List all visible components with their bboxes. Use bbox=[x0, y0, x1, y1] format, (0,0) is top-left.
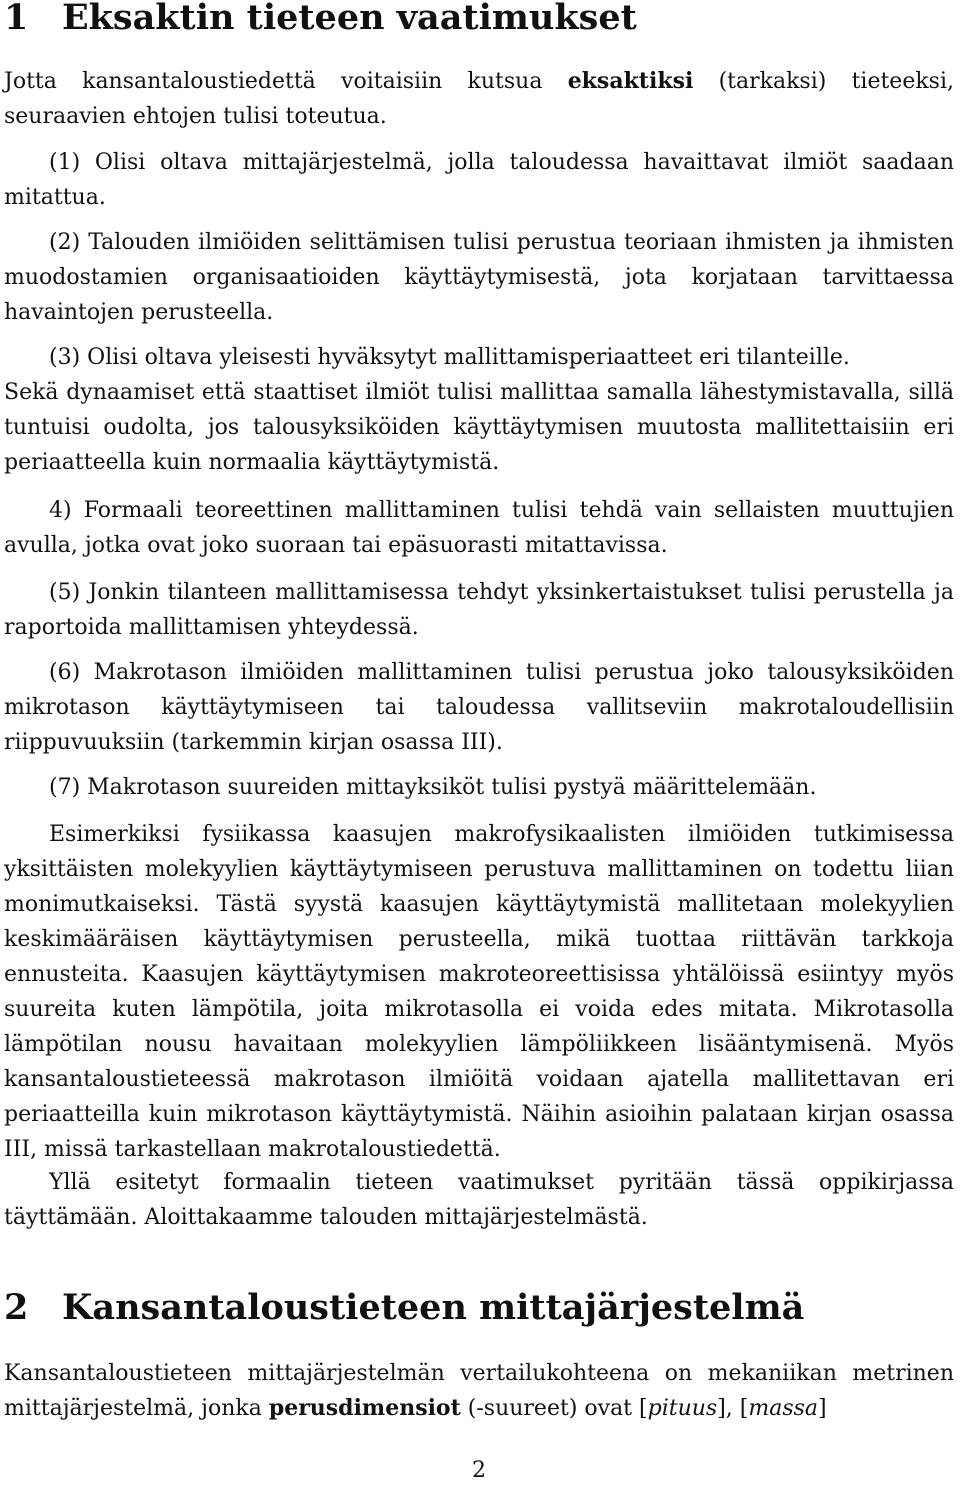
page-number: 2 bbox=[472, 1458, 486, 1483]
requirement-4: 4) Formaali teoreettinen mallittaminen tulisi tehdä vain sellaisten muuttujien avulla, jotka ovat joko suoraan tai epäsuorasti mitattavissa. bbox=[4, 498, 954, 558]
section-2-heading bbox=[4, 1287, 805, 1328]
section-2-title: Kansantaloustieteen mittajärjestelmä bbox=[62, 1287, 805, 1328]
physics-example-paragraph: Esimerkiksi fysiikassa kaasujen makrofysikaalisten ilmiöiden tutkimisessa yksittäisten molekyylien käyttäytymiseen perustuva mallittaminen on todettu liian monimutkaiseksi. Tästä syystä kaasujen käyttäytymistä mallitetaan molekyylien keskimääräisen käyttäytymisen perusteella, mikä tuottaa riittävän tarkkoja ennusteita. Kaasujen käyttäytymisen makroteoreettisissa yhtälöissä esiintyy myös suureita kuten lämpötila, joita mikrotasolla ei voida edes mitata. Mikrotasolla lämpötilan nousu havaitaan molekyylien lämpöliikkeen lisääntymisenä. Myös kansantaloustieteessä makrotason ilmiöitä voidaan ajatella mallitettavan eri periaatteilla kuin mikrotason käyttäytymistä. Näihin asioihin palataan kirjan osassa III, missä tarkastellaan makrotaloustiedettä. bbox=[4, 822, 954, 1162]
requirement-7: (7) Makrotason suureiden mittayksiköt tulisi pystyä määrittelemään. bbox=[49, 775, 817, 800]
requirement-3: (3) Olisi oltava yleisesti hyväksytyt mallittamisperiaatteet eri tilanteille. bbox=[49, 345, 850, 370]
requirement-1: (1) Olisi oltava mittajärjestelmä, jolla taloudessa havaittavat ilmiöt saadaan mitattua. bbox=[4, 150, 954, 210]
section-1-intro: Jotta kansantaloustiedettä voitaisiin kutsua eksaktiksi (tarkaksi) tieteeksi, seuraavien ehtojen tulisi toteutua. bbox=[4, 68, 954, 129]
eksaktiksi-term: eksaktiksi bbox=[567, 68, 694, 94]
pituus-term: pituus bbox=[647, 1396, 718, 1421]
section-1-number: 1 bbox=[4, 0, 29, 38]
section-1-title: Eksaktin tieteen vaatimukset bbox=[62, 0, 637, 38]
section-2-number: 2 bbox=[4, 1287, 29, 1328]
requirement-5: (5) Jonkin tilanteen mallittamisessa tehdyt yksinkertaistukset tulisi perustella ja raportoida mallittamisen yhteydessä. bbox=[4, 580, 954, 640]
requirement-3-continuation: Sekä dynaamiset että staattiset ilmiöt tulisi mallittaa samalla lähestymistavalla, sillä tuntuisi oudolta, jos talousyksiköiden käyttäytymisen muutosta mallitettaisiin eri periaatteella kuin normaalia käyttäytymistä. bbox=[4, 380, 954, 475]
closing-paragraph: Yllä esitetyt formaalin tieteen vaatimukset pyritään tässä oppikirjassa täyttämään. Aloittakaamme talouden mittajärjestelmästä. bbox=[4, 1170, 954, 1230]
perusdimensiot-term: perusdimensiot bbox=[268, 1395, 461, 1421]
requirement-6: (6) Makrotason ilmiöiden mallittaminen tulisi perustua joko talousyksiköiden mikrotason käyttäytymiseen tai taloudessa vallitseviin makrotaloudellisiin riippuvuuksiin (tarkemmin kirjan osassa III). bbox=[4, 660, 954, 755]
section-1-heading bbox=[4, 0, 637, 38]
requirement-2: (2) Talouden ilmiöiden selittämisen tulisi perustua teoriaan ihmisten ja ihmisten muodostamien organisaatioiden käyttäytymisestä, jota korjataan tarvittaessa havaintojen perusteella. bbox=[4, 230, 954, 325]
section-2-intro: Kansantaloustieteen mittajärjestelmän vertailukohteena on mekaniikan metrinen mittajärjestelmä, jonka perusdimensiot (-suureet) ovat [pituus], [massa] bbox=[4, 1361, 954, 1421]
massa-term: massa bbox=[748, 1396, 819, 1421]
